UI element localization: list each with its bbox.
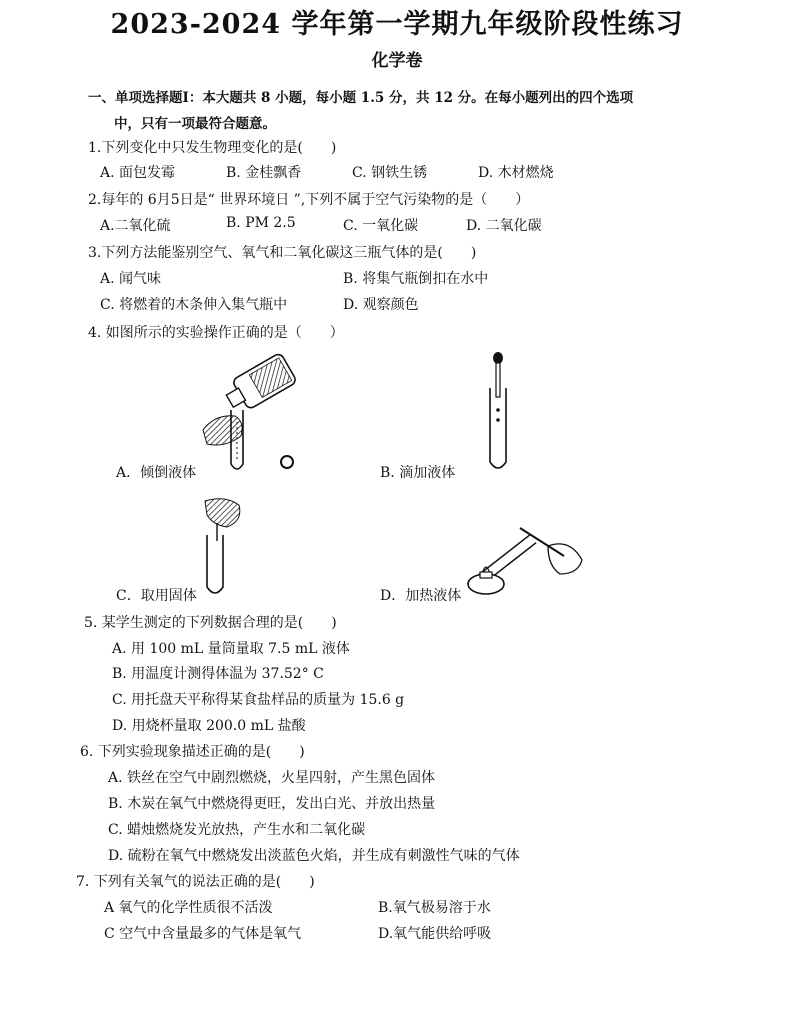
question-6-option-b[interactable]: B. 木炭在氧气中燃烧得更旺，发出白光、并放出热量: [108, 796, 436, 812]
exam-title: 2023-2024 学年第一学期九年级阶段性练习: [110, 9, 684, 40]
section-instructions-line1: 一、单项选择题Ⅰ：本大题共 8 小题，每小题 1.5 分，共 12 分。在每小题列出的四个选项: [88, 90, 634, 106]
section-instructions-line2: 中，只有一项最符合题意。: [114, 116, 276, 132]
question-5-option-d[interactable]: D. 用烧杯量取 200.0 mL 盐酸: [112, 718, 306, 734]
question-2-option-c[interactable]: C. 一氧化碳: [343, 218, 419, 234]
question-2-option-d[interactable]: D. 二氧化碳: [466, 218, 542, 234]
exam-subtitle: 化学卷: [371, 51, 423, 71]
question-5-option-a[interactable]: A. 用 100 mL 量筒量取 7.5 mL 液体: [112, 641, 350, 657]
question-3-stem: 3.下列方法能鉴别空气、氧气和二氧化碳这三瓶气体的是( ): [88, 245, 477, 261]
question-5-option-c[interactable]: C. 用托盘天平称得某食盐样品的质量为 15.6 g: [112, 692, 405, 708]
question-7-option-b[interactable]: B.氧气极易溶于水: [378, 900, 491, 916]
question-6-option-d[interactable]: D. 硫粉在氧气中燃烧发出淡蓝色火焰，并生成有刺激性气味的气体: [108, 848, 520, 864]
question-6-stem: 6. 下列实验现象描述正确的是( ): [80, 744, 305, 760]
question-5-stem: 5. 某学生测定的下列数据合理的是( ): [84, 615, 337, 631]
question-1-option-b[interactable]: B. 金桂飘香: [226, 165, 302, 181]
question-2-option-b[interactable]: B. PM 2.5: [226, 215, 296, 231]
question-6-option-a[interactable]: A. 铁丝在空气中剧烈燃烧，火星四射，产生黑色固体: [108, 770, 436, 786]
question-4-stem: 4. 如图所示的实验操作正确的是（ ）: [88, 325, 344, 341]
question-7-option-c[interactable]: C 空气中含量最多的气体是氧气: [104, 926, 302, 942]
question-3-option-a[interactable]: A. 闻气味: [100, 271, 162, 287]
question-4-option-c[interactable]: C．取用固体: [116, 588, 197, 604]
question-3-option-d[interactable]: D. 观察颜色: [343, 297, 419, 313]
figure-b-dropping-liquid: [478, 350, 518, 475]
question-3-option-c[interactable]: C. 将燃着的木条伸入集气瓶中: [100, 297, 288, 313]
question-2-option-a[interactable]: A.二氧化硫: [100, 218, 171, 234]
question-1-option-d[interactable]: D. 木材燃烧: [478, 165, 554, 181]
figure-d-heating-liquid: [460, 508, 590, 600]
question-2-stem: 2.每年的 6月5日是“ 世界环境日 ”,下列不属于空气污染物的是（ ）: [88, 192, 530, 208]
question-1-stem: 1.下列变化中只发生物理变化的是( ): [88, 140, 337, 156]
question-6-option-c[interactable]: C. 蜡烛燃烧发光放热，产生水和二氧化碳: [108, 822, 366, 838]
question-1-option-c[interactable]: C. 钢铁生锈: [352, 165, 428, 181]
question-7-option-a[interactable]: A 氧气的化学性质很不活泼: [104, 900, 273, 916]
figure-a-pouring-liquid: [195, 352, 315, 477]
question-4-option-a[interactable]: A．倾倒液体: [116, 465, 197, 481]
question-5-option-b[interactable]: B. 用温度计测得体温为 37.52° C: [112, 666, 324, 682]
question-4-option-d[interactable]: D．加热液体: [380, 588, 462, 604]
question-3-option-b[interactable]: B. 将集气瓶倒扣在水中: [343, 271, 489, 287]
question-7-option-d[interactable]: D.氧气能供给呼吸: [378, 926, 492, 942]
figure-c-taking-solid: [195, 495, 255, 600]
question-4-option-b[interactable]: B. 滴加液体: [380, 465, 456, 481]
question-1-option-a[interactable]: A. 面包发霉: [100, 165, 176, 181]
question-7-stem: 7. 下列有关氧气的说法正确的是( ): [76, 874, 315, 890]
